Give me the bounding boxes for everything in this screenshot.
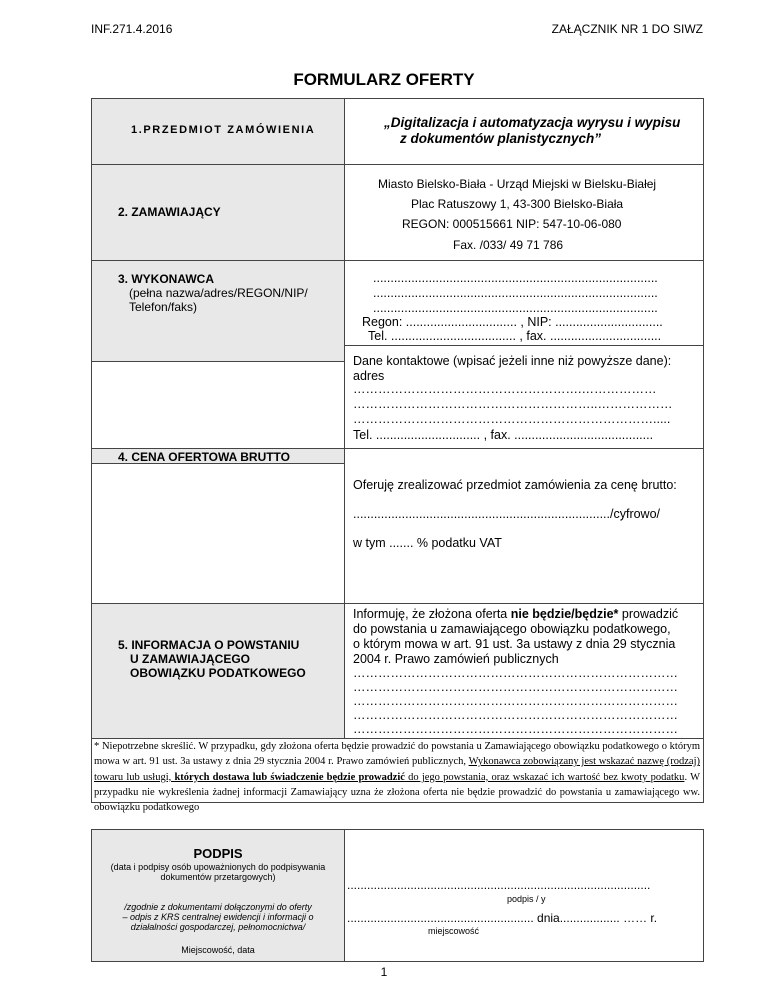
- label-column-top: [92, 99, 344, 361]
- page-number: 1: [380, 965, 388, 979]
- place-date-label: Miejscowość, data: [181, 945, 255, 955]
- contact-line-1: ……………………………………………….………………: [353, 382, 657, 396]
- annex-label: ZAŁĄCZNIK NR 1 DO SIWZ: [551, 22, 703, 36]
- section-5-label: 5. INFORMACJA O POWSTANIU: [118, 638, 300, 652]
- contact-intro: Dane kontaktowe (wpisać jeżeli inne niż powyższe dane):: [353, 354, 672, 368]
- section-5-label-2: U ZAMAWIAJĄCEGO: [130, 652, 250, 666]
- contact-tel-fax: Tel. .............................. , fax. ........................................: [353, 428, 654, 442]
- signature-line: ...........................................................................................: [347, 878, 651, 892]
- tax-choice: nie będzie/będzie*: [510, 607, 619, 621]
- vat-field: w tym ....... % podatku VAT: [353, 536, 502, 550]
- section-2-label: 2. ZAMAWIAJĄCY: [118, 205, 221, 219]
- section-3-hint-1: (pełna nazwa/adres/REGON/NIP/: [129, 286, 308, 300]
- offer-form-table: [91, 98, 704, 803]
- contracting-party-address: Plac Ratuszowy 1, 43-300 Bielsko-Biała: [411, 197, 624, 211]
- contracting-party-fax: Fax. /033/ 49 71 786: [453, 238, 564, 252]
- footnote: * Niepotrzebne skreślić. W przypadku, gdy złożona oferta będzie prowadzić do powstania u Zamawiającego obowiązku podatkowego o którym mowa w art. 91 ust. 3a ustawy z dnia 29 stycznia 2004 r. Prawo zamówień publicznych, Wykonawca zobowiązany jest wskazać nazwę (rodzaj) towaru lub usługi, których dostawa lub świadczenie będzie prowadzić do jego powstania, oraz wskazać ich wartość bez kwoty podatku. W przypadku nie wykreślenia żadnej informacji Zamawiający uzna że złożona oferta nie będzie prowadzić do powstania u zamawiającego ww. obowiązku podatkowego: [94, 741, 701, 814]
- contractor-line-2: ..................................................................................: [373, 286, 658, 300]
- signature-table: [91, 829, 704, 962]
- section-1-label: 1.PRZEDMIOT ZAMÓWIENIA: [131, 124, 316, 136]
- tax-statement-line-4: 2004 r. Prawo zamówień publicznych: [353, 652, 559, 666]
- contact-line-3: ……………………………………………………………….....: [353, 412, 671, 426]
- contractor-line-3: ..................................................................................: [373, 301, 658, 315]
- subject-line-2: z dokumentów planistycznych”: [400, 131, 602, 146]
- signature-title: PODPIS: [193, 846, 243, 861]
- contractor-tel-fax: Tel. .................................... , fax. ................................: [368, 329, 662, 343]
- price-intro: Oferuję zrealizować przedmiot zamówienia za cenę brutto:: [353, 478, 677, 492]
- place-caption: miejscowość: [428, 926, 480, 936]
- signature-hint-1: (data i podpisy osób upoważnionych do podpisywania: [110, 862, 326, 872]
- signature-note-1: /zgodnie z dokumentami dołączonymi do oferty: [124, 902, 312, 912]
- signature-caption: podpis / y: [507, 894, 546, 904]
- tax-dots-2: ……………………………………………………………………: [353, 680, 678, 694]
- section-3-label: 3. WYKONAWCA: [118, 272, 214, 286]
- contracting-party-ids: REGON: 000515661 NIP: 547-10-06-080: [402, 217, 622, 231]
- tax-dots-5: ……………………………………………………………………: [353, 722, 678, 736]
- tax-dots-3: ……………………………………………………………………: [353, 694, 678, 708]
- tax-statement-line-2: do powstania u zamawiającego obowiązku podatkowego,: [353, 622, 671, 636]
- signature-hint-2: dokumentów przetargowych): [160, 872, 276, 882]
- contact-address-label: adres: [353, 369, 385, 383]
- signature-note-2: – odpis z KRS centralnej ewidencji i informacji o: [122, 912, 314, 922]
- price-field: ........................................................................../cyfrowo/: [353, 507, 661, 521]
- contractor-line-1: ..................................................................................: [373, 271, 658, 285]
- tax-dots-4: ……………………………………………………………………: [353, 708, 678, 722]
- contracting-party-name: Miasto Bielsko-Biała - Urząd Miejski w Bielsku-Białej: [378, 177, 657, 191]
- subject-line-1: „Digitalizacja i automatyzacja wyrysu i wypisu: [384, 115, 681, 130]
- page-title: FORMULARZ OFERTY: [293, 70, 475, 89]
- tax-statement-line-3: o którym mowa w art. 91 ust. 3a ustawy z dnia 29 stycznia: [353, 637, 676, 651]
- section-4-label: 4. CENA OFERTOWA BRUTTO: [118, 450, 291, 464]
- section-3-hint-2: Telefon/faks): [129, 300, 198, 314]
- contractor-regon-nip: Regon: ................................ , NIP: ...............................: [362, 315, 663, 329]
- doc-reference: INF.271.4.2016: [91, 22, 173, 36]
- place-date-line: ........................................................ dnia.................. …… r.: [347, 911, 658, 925]
- contact-line-2: …………………………………………………..………………: [353, 397, 673, 411]
- signature-note-3: działalności gospodarczej, pełnomocnictwa/: [130, 922, 306, 932]
- section-5-label-3: OBOWIĄZKU PODATKOWEGO: [130, 666, 306, 680]
- tax-statement-line-1: Informuję, że złożona oferta nie będzie/będzie* prowadzić: [353, 607, 679, 621]
- tax-dots-1: ……………………………………………………………………: [353, 666, 678, 680]
